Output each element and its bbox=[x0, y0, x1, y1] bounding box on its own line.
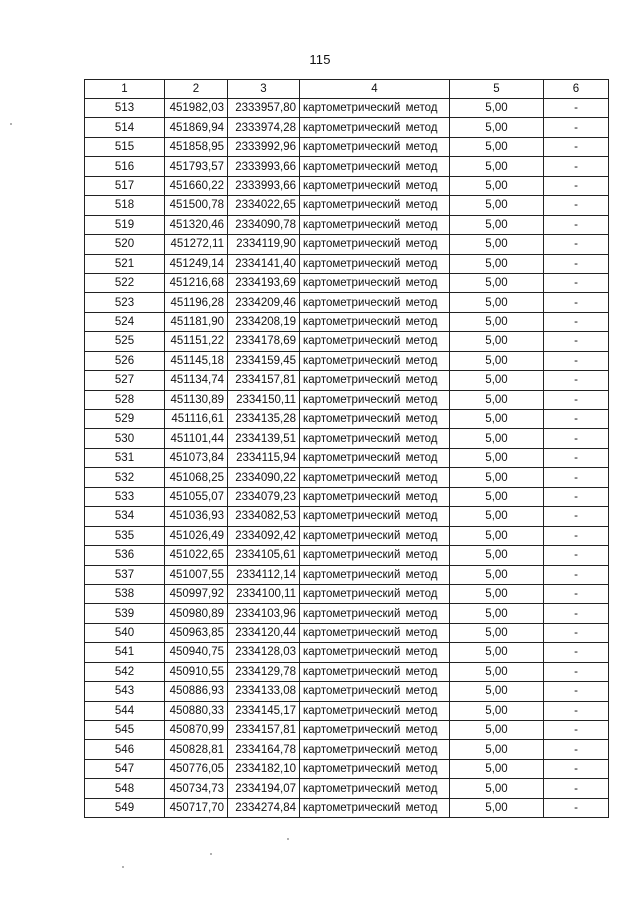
note-cell: - bbox=[544, 332, 609, 351]
x-coordinate-cell: 450980,89 bbox=[165, 604, 228, 623]
note-cell: - bbox=[544, 643, 609, 662]
note-cell: - bbox=[544, 798, 609, 817]
y-coordinate-cell: 2333992,96 bbox=[228, 137, 300, 156]
table-row bbox=[85, 721, 609, 740]
precision-cell: 5,00 bbox=[450, 235, 544, 254]
table-row bbox=[85, 429, 609, 448]
note-cell: - bbox=[544, 584, 609, 603]
precision-cell: 5,00 bbox=[450, 740, 544, 759]
note-cell: - bbox=[544, 662, 609, 681]
note-cell: - bbox=[544, 682, 609, 701]
x-coordinate-cell: 450997,92 bbox=[165, 584, 228, 603]
note-cell: - bbox=[544, 137, 609, 156]
point-number-cell: 542 bbox=[85, 662, 165, 681]
point-number-cell: 521 bbox=[85, 254, 165, 273]
precision-cell: 5,00 bbox=[450, 99, 544, 118]
table-row bbox=[85, 273, 609, 292]
x-coordinate-cell: 451272,11 bbox=[165, 235, 228, 254]
precision-cell: 5,00 bbox=[450, 312, 544, 331]
header-col-5: 5 bbox=[450, 80, 544, 99]
precision-cell: 5,00 bbox=[450, 798, 544, 817]
precision-cell: 5,00 bbox=[450, 584, 544, 603]
precision-cell: 5,00 bbox=[450, 487, 544, 506]
precision-cell: 5,00 bbox=[450, 273, 544, 292]
x-coordinate-cell: 450734,73 bbox=[165, 779, 228, 798]
x-coordinate-cell: 451982,03 bbox=[165, 99, 228, 118]
precision-cell: 5,00 bbox=[450, 429, 544, 448]
y-coordinate-cell: 2334103,96 bbox=[228, 604, 300, 623]
table-row bbox=[85, 779, 609, 798]
note-cell: - bbox=[544, 157, 609, 176]
precision-cell: 5,00 bbox=[450, 371, 544, 390]
table-row bbox=[85, 546, 609, 565]
precision-cell: 5,00 bbox=[450, 196, 544, 215]
note-cell: - bbox=[544, 410, 609, 429]
note-cell: - bbox=[544, 293, 609, 312]
point-number-cell: 527 bbox=[85, 371, 165, 390]
method-cell: картометрический метод bbox=[300, 312, 450, 331]
x-coordinate-cell: 450776,05 bbox=[165, 759, 228, 778]
point-number-cell: 530 bbox=[85, 429, 165, 448]
x-coordinate-cell: 451196,28 bbox=[165, 293, 228, 312]
x-coordinate-cell: 451130,89 bbox=[165, 390, 228, 409]
note-cell: - bbox=[544, 215, 609, 234]
precision-cell: 5,00 bbox=[450, 410, 544, 429]
x-coordinate-cell: 451249,14 bbox=[165, 254, 228, 273]
point-number-cell: 538 bbox=[85, 584, 165, 603]
precision-cell: 5,00 bbox=[450, 351, 544, 370]
x-coordinate-cell: 451858,95 bbox=[165, 137, 228, 156]
point-number-cell: 544 bbox=[85, 701, 165, 720]
x-coordinate-cell: 451660,22 bbox=[165, 176, 228, 195]
point-number-cell: 513 bbox=[85, 99, 165, 118]
precision-cell: 5,00 bbox=[450, 604, 544, 623]
point-number-cell: 523 bbox=[85, 293, 165, 312]
y-coordinate-cell: 2333974,28 bbox=[228, 118, 300, 137]
x-coordinate-cell: 450886,93 bbox=[165, 682, 228, 701]
y-coordinate-cell: 2334092,42 bbox=[228, 526, 300, 545]
point-number-cell: 514 bbox=[85, 118, 165, 137]
method-cell: картометрический метод bbox=[300, 215, 450, 234]
method-cell: картометрический метод bbox=[300, 701, 450, 720]
table-row bbox=[85, 740, 609, 759]
scan-speck bbox=[210, 853, 212, 855]
coordinates-table bbox=[84, 79, 609, 818]
table-row bbox=[85, 623, 609, 642]
x-coordinate-cell: 451151,22 bbox=[165, 332, 228, 351]
header-col-2: 2 bbox=[165, 80, 228, 99]
y-coordinate-cell: 2334164,78 bbox=[228, 740, 300, 759]
point-number-cell: 549 bbox=[85, 798, 165, 817]
point-number-cell: 528 bbox=[85, 390, 165, 409]
y-coordinate-cell: 2334209,46 bbox=[228, 293, 300, 312]
precision-cell: 5,00 bbox=[450, 468, 544, 487]
x-coordinate-cell: 451134,74 bbox=[165, 371, 228, 390]
note-cell: - bbox=[544, 99, 609, 118]
x-coordinate-cell: 451055,07 bbox=[165, 487, 228, 506]
method-cell: картометрический метод bbox=[300, 546, 450, 565]
method-cell: картометрический метод bbox=[300, 721, 450, 740]
method-cell: картометрический метод bbox=[300, 604, 450, 623]
method-cell: картометрический метод bbox=[300, 99, 450, 118]
y-coordinate-cell: 2334100,11 bbox=[228, 584, 300, 603]
table-row bbox=[85, 798, 609, 817]
y-coordinate-cell: 2334082,53 bbox=[228, 507, 300, 526]
table-row bbox=[85, 643, 609, 662]
y-coordinate-cell: 2334022,65 bbox=[228, 196, 300, 215]
point-number-cell: 545 bbox=[85, 721, 165, 740]
x-coordinate-cell: 450940,75 bbox=[165, 643, 228, 662]
point-number-cell: 548 bbox=[85, 779, 165, 798]
precision-cell: 5,00 bbox=[450, 721, 544, 740]
table-row bbox=[85, 584, 609, 603]
point-number-cell: 526 bbox=[85, 351, 165, 370]
y-coordinate-cell: 2334193,69 bbox=[228, 273, 300, 292]
x-coordinate-cell: 451320,46 bbox=[165, 215, 228, 234]
method-cell: картометрический метод bbox=[300, 662, 450, 681]
precision-cell: 5,00 bbox=[450, 623, 544, 642]
x-coordinate-cell: 451181,90 bbox=[165, 312, 228, 331]
note-cell: - bbox=[544, 118, 609, 137]
x-coordinate-cell: 450828,81 bbox=[165, 740, 228, 759]
table-row bbox=[85, 215, 609, 234]
precision-cell: 5,00 bbox=[450, 779, 544, 798]
method-cell: картометрический метод bbox=[300, 487, 450, 506]
x-coordinate-cell: 451869,94 bbox=[165, 118, 228, 137]
precision-cell: 5,00 bbox=[450, 118, 544, 137]
y-coordinate-cell: 2334119,90 bbox=[228, 235, 300, 254]
method-cell: картометрический метод bbox=[300, 118, 450, 137]
table-row bbox=[85, 701, 609, 720]
x-coordinate-cell: 451793,57 bbox=[165, 157, 228, 176]
y-coordinate-cell: 2334120,44 bbox=[228, 623, 300, 642]
x-coordinate-cell: 450880,33 bbox=[165, 701, 228, 720]
header-col-3: 3 bbox=[228, 80, 300, 99]
point-number-cell: 543 bbox=[85, 682, 165, 701]
method-cell: картометрический метод bbox=[300, 390, 450, 409]
method-cell: картометрический метод bbox=[300, 682, 450, 701]
note-cell: - bbox=[544, 779, 609, 798]
table-row bbox=[85, 196, 609, 215]
table-row bbox=[85, 682, 609, 701]
method-cell: картометрический метод bbox=[300, 332, 450, 351]
precision-cell: 5,00 bbox=[450, 293, 544, 312]
precision-cell: 5,00 bbox=[450, 643, 544, 662]
y-coordinate-cell: 2333957,80 bbox=[228, 99, 300, 118]
y-coordinate-cell: 2333993,66 bbox=[228, 157, 300, 176]
precision-cell: 5,00 bbox=[450, 448, 544, 467]
y-coordinate-cell: 2334157,81 bbox=[228, 371, 300, 390]
method-cell: картометрический метод bbox=[300, 740, 450, 759]
precision-cell: 5,00 bbox=[450, 507, 544, 526]
note-cell: - bbox=[544, 273, 609, 292]
y-coordinate-cell: 2334159,45 bbox=[228, 351, 300, 370]
scan-speck bbox=[122, 866, 124, 868]
note-cell: - bbox=[544, 507, 609, 526]
x-coordinate-cell: 451036,93 bbox=[165, 507, 228, 526]
x-coordinate-cell: 450870,99 bbox=[165, 721, 228, 740]
precision-cell: 5,00 bbox=[450, 332, 544, 351]
precision-cell: 5,00 bbox=[450, 546, 544, 565]
y-coordinate-cell: 2334133,08 bbox=[228, 682, 300, 701]
note-cell: - bbox=[544, 740, 609, 759]
method-cell: картометрический метод bbox=[300, 759, 450, 778]
note-cell: - bbox=[544, 312, 609, 331]
method-cell: картометрический метод bbox=[300, 584, 450, 603]
y-coordinate-cell: 2334129,78 bbox=[228, 662, 300, 681]
table-row bbox=[85, 507, 609, 526]
y-coordinate-cell: 2334128,03 bbox=[228, 643, 300, 662]
point-number-cell: 546 bbox=[85, 740, 165, 759]
method-cell: картометрический метод bbox=[300, 137, 450, 156]
point-number-cell: 541 bbox=[85, 643, 165, 662]
table-row bbox=[85, 332, 609, 351]
precision-cell: 5,00 bbox=[450, 137, 544, 156]
method-cell: картометрический метод bbox=[300, 371, 450, 390]
y-coordinate-cell: 2334150,11 bbox=[228, 390, 300, 409]
note-cell: - bbox=[544, 254, 609, 273]
table-body bbox=[85, 99, 609, 818]
note-cell: - bbox=[544, 623, 609, 642]
method-cell: картометрический метод bbox=[300, 235, 450, 254]
point-number-cell: 535 bbox=[85, 526, 165, 545]
y-coordinate-cell: 2334079,23 bbox=[228, 487, 300, 506]
point-number-cell: 534 bbox=[85, 507, 165, 526]
point-number-cell: 531 bbox=[85, 448, 165, 467]
y-coordinate-cell: 2334182,10 bbox=[228, 759, 300, 778]
method-cell: картометрический метод bbox=[300, 254, 450, 273]
x-coordinate-cell: 451116,61 bbox=[165, 410, 228, 429]
method-cell: картометрический метод bbox=[300, 429, 450, 448]
y-coordinate-cell: 2334145,17 bbox=[228, 701, 300, 720]
point-number-cell: 540 bbox=[85, 623, 165, 642]
note-cell: - bbox=[544, 429, 609, 448]
y-coordinate-cell: 2334208,19 bbox=[228, 312, 300, 331]
x-coordinate-cell: 451068,25 bbox=[165, 468, 228, 487]
point-number-cell: 539 bbox=[85, 604, 165, 623]
note-cell: - bbox=[544, 487, 609, 506]
table-row bbox=[85, 410, 609, 429]
note-cell: - bbox=[544, 546, 609, 565]
y-coordinate-cell: 2334090,78 bbox=[228, 215, 300, 234]
method-cell: картометрический метод bbox=[300, 507, 450, 526]
note-cell: - bbox=[544, 565, 609, 584]
y-coordinate-cell: 2334115,94 bbox=[228, 448, 300, 467]
table-row bbox=[85, 468, 609, 487]
precision-cell: 5,00 bbox=[450, 390, 544, 409]
method-cell: картометрический метод bbox=[300, 643, 450, 662]
precision-cell: 5,00 bbox=[450, 701, 544, 720]
precision-cell: 5,00 bbox=[450, 759, 544, 778]
point-number-cell: 515 bbox=[85, 137, 165, 156]
point-number-cell: 522 bbox=[85, 273, 165, 292]
x-coordinate-cell: 451026,49 bbox=[165, 526, 228, 545]
table-row bbox=[85, 390, 609, 409]
table-row bbox=[85, 526, 609, 545]
note-cell: - bbox=[544, 759, 609, 778]
scan-speck bbox=[10, 123, 12, 125]
x-coordinate-cell: 450717,70 bbox=[165, 798, 228, 817]
point-number-cell: 518 bbox=[85, 196, 165, 215]
note-cell: - bbox=[544, 468, 609, 487]
note-cell: - bbox=[544, 604, 609, 623]
method-cell: картометрический метод bbox=[300, 526, 450, 545]
x-coordinate-cell: 451101,44 bbox=[165, 429, 228, 448]
table-row bbox=[85, 312, 609, 331]
x-coordinate-cell: 451216,68 bbox=[165, 273, 228, 292]
x-coordinate-cell: 451073,84 bbox=[165, 448, 228, 467]
point-number-cell: 536 bbox=[85, 546, 165, 565]
note-cell: - bbox=[544, 526, 609, 545]
point-number-cell: 520 bbox=[85, 235, 165, 254]
note-cell: - bbox=[544, 235, 609, 254]
point-number-cell: 547 bbox=[85, 759, 165, 778]
point-number-cell: 525 bbox=[85, 332, 165, 351]
x-coordinate-cell: 450910,55 bbox=[165, 662, 228, 681]
table-row bbox=[85, 371, 609, 390]
precision-cell: 5,00 bbox=[450, 662, 544, 681]
precision-cell: 5,00 bbox=[450, 215, 544, 234]
scan-speck bbox=[287, 838, 289, 840]
table-row bbox=[85, 487, 609, 506]
note-cell: - bbox=[544, 371, 609, 390]
table-row bbox=[85, 235, 609, 254]
table-row bbox=[85, 351, 609, 370]
note-cell: - bbox=[544, 701, 609, 720]
y-coordinate-cell: 2334194,07 bbox=[228, 779, 300, 798]
x-coordinate-cell: 451500,78 bbox=[165, 196, 228, 215]
point-number-cell: 537 bbox=[85, 565, 165, 584]
note-cell: - bbox=[544, 448, 609, 467]
method-cell: картометрический метод bbox=[300, 273, 450, 292]
table-row bbox=[85, 137, 609, 156]
method-cell: картометрический метод bbox=[300, 468, 450, 487]
table-row bbox=[85, 176, 609, 195]
precision-cell: 5,00 bbox=[450, 526, 544, 545]
table-row bbox=[85, 759, 609, 778]
method-cell: картометрический метод bbox=[300, 623, 450, 642]
page-number: 115 bbox=[309, 52, 331, 67]
x-coordinate-cell: 451145,18 bbox=[165, 351, 228, 370]
note-cell: - bbox=[544, 721, 609, 740]
table-header bbox=[85, 80, 609, 99]
table-row bbox=[85, 565, 609, 584]
note-cell: - bbox=[544, 176, 609, 195]
method-cell: картометрический метод bbox=[300, 798, 450, 817]
precision-cell: 5,00 bbox=[450, 565, 544, 584]
note-cell: - bbox=[544, 390, 609, 409]
y-coordinate-cell: 2334105,61 bbox=[228, 546, 300, 565]
method-cell: картометрический метод bbox=[300, 448, 450, 467]
method-cell: картометрический метод bbox=[300, 176, 450, 195]
y-coordinate-cell: 2334141,40 bbox=[228, 254, 300, 273]
table-row bbox=[85, 293, 609, 312]
method-cell: картометрический метод bbox=[300, 565, 450, 584]
method-cell: картометрический метод bbox=[300, 779, 450, 798]
y-coordinate-cell: 2334112,14 bbox=[228, 565, 300, 584]
y-coordinate-cell: 2334157,81 bbox=[228, 721, 300, 740]
table-row bbox=[85, 662, 609, 681]
point-number-cell: 529 bbox=[85, 410, 165, 429]
point-number-cell: 516 bbox=[85, 157, 165, 176]
x-coordinate-cell: 451007,55 bbox=[165, 565, 228, 584]
point-number-cell: 517 bbox=[85, 176, 165, 195]
x-coordinate-cell: 450963,85 bbox=[165, 623, 228, 642]
header-row bbox=[85, 80, 609, 99]
method-cell: картометрический метод bbox=[300, 293, 450, 312]
table-row bbox=[85, 254, 609, 273]
precision-cell: 5,00 bbox=[450, 682, 544, 701]
table-row bbox=[85, 99, 609, 118]
x-coordinate-cell: 451022,65 bbox=[165, 546, 228, 565]
precision-cell: 5,00 bbox=[450, 176, 544, 195]
table-row bbox=[85, 118, 609, 137]
point-number-cell: 532 bbox=[85, 468, 165, 487]
point-number-cell: 519 bbox=[85, 215, 165, 234]
point-number-cell: 524 bbox=[85, 312, 165, 331]
y-coordinate-cell: 2333993,66 bbox=[228, 176, 300, 195]
y-coordinate-cell: 2334090,22 bbox=[228, 468, 300, 487]
method-cell: картометрический метод bbox=[300, 196, 450, 215]
method-cell: картометрический метод bbox=[300, 410, 450, 429]
precision-cell: 5,00 bbox=[450, 157, 544, 176]
header-col-6: 6 bbox=[544, 80, 609, 99]
method-cell: картометрический метод bbox=[300, 351, 450, 370]
precision-cell: 5,00 bbox=[450, 254, 544, 273]
note-cell: - bbox=[544, 351, 609, 370]
y-coordinate-cell: 2334178,69 bbox=[228, 332, 300, 351]
table-row bbox=[85, 604, 609, 623]
note-cell: - bbox=[544, 196, 609, 215]
header-col-1: 1 bbox=[85, 80, 165, 99]
table-row bbox=[85, 157, 609, 176]
method-cell: картометрический метод bbox=[300, 157, 450, 176]
header-col-4: 4 bbox=[300, 80, 450, 99]
point-number-cell: 533 bbox=[85, 487, 165, 506]
y-coordinate-cell: 2334139,51 bbox=[228, 429, 300, 448]
y-coordinate-cell: 2334274,84 bbox=[228, 798, 300, 817]
y-coordinate-cell: 2334135,28 bbox=[228, 410, 300, 429]
table-row bbox=[85, 448, 609, 467]
